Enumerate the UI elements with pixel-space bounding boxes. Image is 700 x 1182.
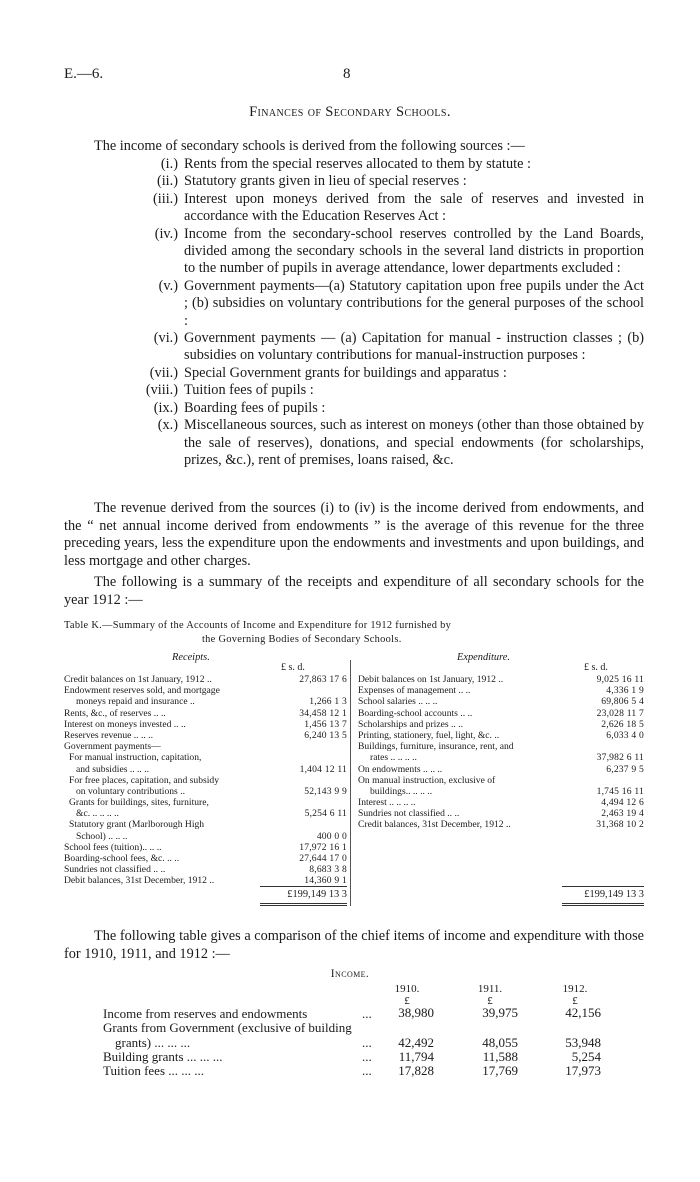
source-text: Special Government grants for buildings and apparatus : — [184, 364, 507, 381]
income-value: 17,769 — [482, 1063, 518, 1078]
receipts-units: £ s. d. — [281, 662, 305, 673]
table-row — [358, 775, 644, 786]
row-label: Interest .. .. .. .. — [358, 797, 416, 809]
table-row — [64, 696, 347, 707]
source-item — [64, 382, 644, 399]
row-label: buildings.. .. .. .. — [370, 785, 433, 797]
row-label: Sundries not classified .. .. — [64, 864, 166, 876]
row-amount: 14,360 9 1 — [304, 875, 347, 887]
source-number: (iii.) — [152, 190, 178, 207]
income-value: 42,156 — [565, 1005, 601, 1020]
income-row-label: Tuition fees ... ... ... — [103, 1063, 204, 1078]
receipts-ledger — [64, 674, 347, 887]
table-row — [64, 864, 347, 875]
row-label: on voluntary contributions .. — [76, 785, 185, 797]
page-number: 8 — [343, 66, 351, 82]
source-number: (iv.) — [154, 225, 178, 242]
source-number: (x.) — [157, 417, 178, 434]
source-number: (ix.) — [153, 399, 178, 416]
income-value: 38,980 — [398, 1005, 434, 1020]
receipts-total: £199,149 13 3 — [287, 889, 347, 900]
source-number: (vi.) — [153, 330, 178, 347]
source-text: Tuition fees of pupils : — [184, 382, 314, 399]
currency-symbol: £ — [487, 995, 493, 1007]
table-row — [64, 708, 347, 719]
expenditure-ledger — [358, 674, 644, 831]
row-amount: 1,745 16 11 — [596, 785, 644, 797]
row-amount: 17,972 16 1 — [299, 841, 347, 853]
table-row — [64, 786, 347, 797]
table-row — [64, 831, 347, 842]
source-text: Government payments—(a) Statutory capitation upon free pupils under the Act ; (b) subsidies on voluntary contributions for the general purposes of the school : — [184, 277, 644, 329]
income-row-leader: ... — [362, 1006, 372, 1021]
table-row — [358, 786, 644, 797]
table-row — [64, 674, 347, 685]
row-amount: 52,143 9 9 — [304, 785, 347, 797]
row-amount: 1,266 1 3 — [309, 696, 347, 708]
row-label: and subsidies .. .. .. — [76, 763, 150, 775]
table-row — [64, 775, 347, 786]
row-label: Rents, &c., of reserves .. .. — [64, 707, 166, 719]
row-label: School) .. .. .. — [76, 830, 128, 842]
row-amount: 4,494 12 6 — [601, 797, 644, 809]
row-label: Boarding-school fees, &c. .. .. — [64, 853, 180, 864]
table-row — [358, 674, 644, 685]
source-item — [64, 417, 644, 469]
receipts-total-double-rule — [260, 903, 347, 904]
table-row — [358, 764, 644, 775]
table-k-title-line2: the Governing Bodies of Secondary Schools. — [202, 634, 402, 645]
table-k-title — [64, 619, 644, 647]
table-row — [64, 875, 347, 886]
source-item — [64, 156, 644, 173]
row-label: School fees (tuition).. .. .. — [64, 841, 162, 853]
receipts-total-double-rule — [260, 905, 347, 906]
source-text: Rents from the special reserves allocated to them by statute : — [184, 156, 531, 172]
income-value: 17,828 — [398, 1063, 434, 1078]
year-header-1912: 1912. — [562, 983, 588, 995]
row-amount: 9,025 16 11 — [596, 674, 644, 685]
table-row — [358, 730, 644, 741]
row-label: Sundries not classified .. .. — [358, 808, 460, 820]
source-item — [64, 226, 644, 278]
table-row — [64, 842, 347, 853]
source-text: Boarding fees of pupils : — [184, 399, 326, 416]
income-row-label: grants) ... ... ... — [115, 1035, 191, 1050]
income-value: 5,254 — [571, 1049, 601, 1064]
receipts-heading: Receipts. — [172, 652, 210, 663]
row-amount: 69,806 5 4 — [601, 696, 644, 708]
source-text: Miscellaneous sources, such as interest on moneys (other than those obtained by the sale of reserves), donations, and special endowments (for scholarships, prizes, &c.), rent of premises, loans raised, &c. — [184, 417, 644, 468]
table-row — [358, 708, 644, 719]
row-label: Buildings, furniture, insurance, rent, and — [358, 741, 514, 753]
row-label: On manual instruction, exclusive of — [358, 774, 496, 786]
row-amount: 31,368 10 2 — [596, 819, 644, 831]
income-row-label: Grants from Government (exclusive of building — [103, 1020, 352, 1035]
source-text: Income from the secondary-school reserves controlled by the Land Boards, divided among the secondary schools in the several land districts in proportion to the number of pupils in average attendance, lower departments excluded : — [184, 225, 644, 277]
income-row-leader: ... — [362, 1049, 372, 1064]
income-row-label: Building grants ... ... ... — [103, 1049, 223, 1064]
page-reference: E.—6. — [64, 66, 104, 82]
table-row — [358, 797, 644, 808]
row-amount: 2,626 18 5 — [601, 718, 644, 730]
row-label: On endowments .. .. .. — [358, 763, 443, 775]
table-row — [358, 685, 644, 696]
sources-list — [64, 156, 644, 469]
row-amount: 400 0 0 — [316, 830, 347, 842]
table-k-title-line1: Table K.—Summary of the Accounts of Income and Expenditure for 1912 furnished by — [64, 620, 452, 631]
row-amount: 27,644 17 0 — [299, 853, 347, 864]
income-value: 17,973 — [565, 1063, 601, 1078]
table-row — [358, 819, 644, 830]
source-number: (i.) — [160, 156, 178, 172]
row-label: Reserves revenue .. .. .. — [64, 729, 153, 741]
row-amount: 34,458 12 1 — [299, 707, 347, 719]
page-title: Finances of Secondary Schools. — [249, 104, 451, 120]
income-value: 11,588 — [482, 1049, 518, 1064]
row-label: Endowment reserves sold, and mortgage — [64, 685, 220, 697]
row-amount: 37,982 6 11 — [596, 752, 644, 764]
row-label: Credit balances, 31st December, 1912 .. — [358, 819, 511, 831]
column-divider — [350, 660, 351, 906]
table-row — [64, 853, 347, 864]
table-row — [64, 752, 347, 763]
row-label: For manual instruction, capitation, — [69, 752, 202, 764]
table-row — [358, 741, 644, 752]
expenditure-total-double-rule — [562, 903, 644, 904]
row-amount: 27,863 17 6 — [299, 674, 347, 685]
table-row — [358, 752, 644, 763]
row-label: moneys repaid and insurance .. — [76, 696, 195, 708]
expenditure-heading: Expenditure. — [457, 652, 510, 663]
source-item — [64, 400, 644, 417]
income-value: 53,948 — [565, 1035, 601, 1050]
expenditure-total-rule — [562, 886, 644, 887]
expenditure-total: £199,149 13 3 — [584, 889, 644, 900]
source-item — [64, 330, 644, 365]
expenditure-total-double-rule — [562, 905, 644, 906]
source-number: (ii.) — [156, 173, 178, 190]
row-label: &c. .. .. .. .. — [76, 808, 119, 820]
row-amount: 8,683 3 8 — [309, 864, 347, 876]
year-header-1910: 1910. — [394, 983, 420, 995]
row-amount: 4,336 1 9 — [606, 685, 644, 697]
expenditure-units: £ s. d. — [584, 662, 608, 673]
year-header-1911: 1911. — [477, 983, 503, 995]
row-amount: 2,463 19 4 — [601, 808, 644, 820]
row-label: Interest on moneys invested .. .. — [64, 718, 186, 730]
source-item — [64, 173, 644, 190]
row-amount: 1,456 13 7 — [304, 718, 347, 730]
income-value: 11,794 — [398, 1049, 434, 1064]
source-number: (v.) — [158, 277, 178, 294]
row-label: Boarding-school accounts .. .. — [358, 707, 473, 719]
row-label: Debit balances on 1st January, 1912 .. — [358, 674, 504, 685]
source-number: (vii.) — [149, 364, 178, 381]
row-label: Scholarships and prizes .. .. — [358, 718, 463, 730]
table-row — [64, 797, 347, 808]
table-row — [64, 685, 347, 696]
source-item — [64, 191, 644, 226]
income-row-label: Income from reserves and endowments — [103, 1006, 308, 1021]
source-text: Statutory grants given in lieu of special reserves : — [184, 173, 467, 190]
table-row — [358, 719, 644, 730]
income-row-leader: ... — [362, 1035, 372, 1050]
table-row — [358, 696, 644, 707]
receipts-total-rule — [260, 886, 347, 887]
row-label: Credit balances on 1st January, 1912 .. — [64, 674, 212, 685]
source-item — [64, 365, 644, 382]
row-amount: 6,237 9 5 — [606, 763, 644, 775]
row-amount: 1,404 12 11 — [299, 763, 347, 775]
currency-symbol: £ — [572, 995, 578, 1007]
row-amount: 23,028 11 7 — [596, 707, 644, 719]
row-label: Grants for buildings, sites, furniture, — [69, 797, 209, 809]
income-heading: Income. — [330, 968, 370, 980]
row-label: Government payments— — [64, 741, 161, 753]
summary-paragraph: The following is a summary of the receipts and expenditure of all secondary schools for the year 1912 :— — [64, 574, 644, 608]
row-amount: 6,240 13 5 — [304, 729, 347, 741]
income-row-leader: ... — [362, 1063, 372, 1078]
table-row — [64, 808, 347, 819]
row-amount: 5,254 6 11 — [304, 808, 347, 820]
table-row — [64, 764, 347, 775]
row-label: Expenses of management .. .. — [358, 685, 471, 697]
table-row — [358, 808, 644, 819]
table-row — [64, 741, 347, 752]
table-row — [64, 719, 347, 730]
income-value: 42,492 — [398, 1035, 434, 1050]
source-text: Government payments — (a) Capitation for manual - instruction classes ; (b) subsidies on voluntary contributions for manual-instruction purposes : — [184, 330, 644, 364]
comparison-paragraph: The following table gives a comparison of the chief items of income and expenditure with those for 1910, 1911, and 1912 :— — [64, 928, 644, 962]
row-label: For free places, capitation, and subsidy — [69, 774, 219, 786]
currency-symbol: £ — [404, 995, 410, 1007]
source-number: (viii.) — [145, 382, 178, 399]
row-label: Printing, stationery, fuel, light, &c. .. — [358, 729, 500, 741]
income-value: 48,055 — [482, 1035, 518, 1050]
row-amount: 6,033 4 0 — [606, 729, 644, 741]
row-label: School salaries .. .. .. — [358, 696, 438, 708]
table-row — [64, 730, 347, 741]
table-row — [64, 819, 347, 830]
source-text: Interest upon moneys derived from the sale of reserves and invested in accordance with the Education Reserves Act : — [184, 190, 644, 225]
source-item — [64, 278, 644, 330]
intro-paragraph: The income of secondary schools is derived from the following sources :— — [94, 138, 525, 154]
row-label: Debit balances, 31st December, 1912 .. — [64, 875, 215, 887]
income-value: 39,975 — [482, 1005, 518, 1020]
row-label: Statutory grant (Marlborough High — [69, 819, 205, 831]
row-label: rates .. .. .. .. — [370, 752, 417, 764]
revenue-paragraph: The revenue derived from the sources (i) to (iv) is the income derived from endowments, and the “ net annual income derived from endowments ” is the average of this revenue for the three preceding years, less the expenditure upon the endowments and investments and upon buildings, and less mortgage and other charges. — [64, 500, 644, 569]
